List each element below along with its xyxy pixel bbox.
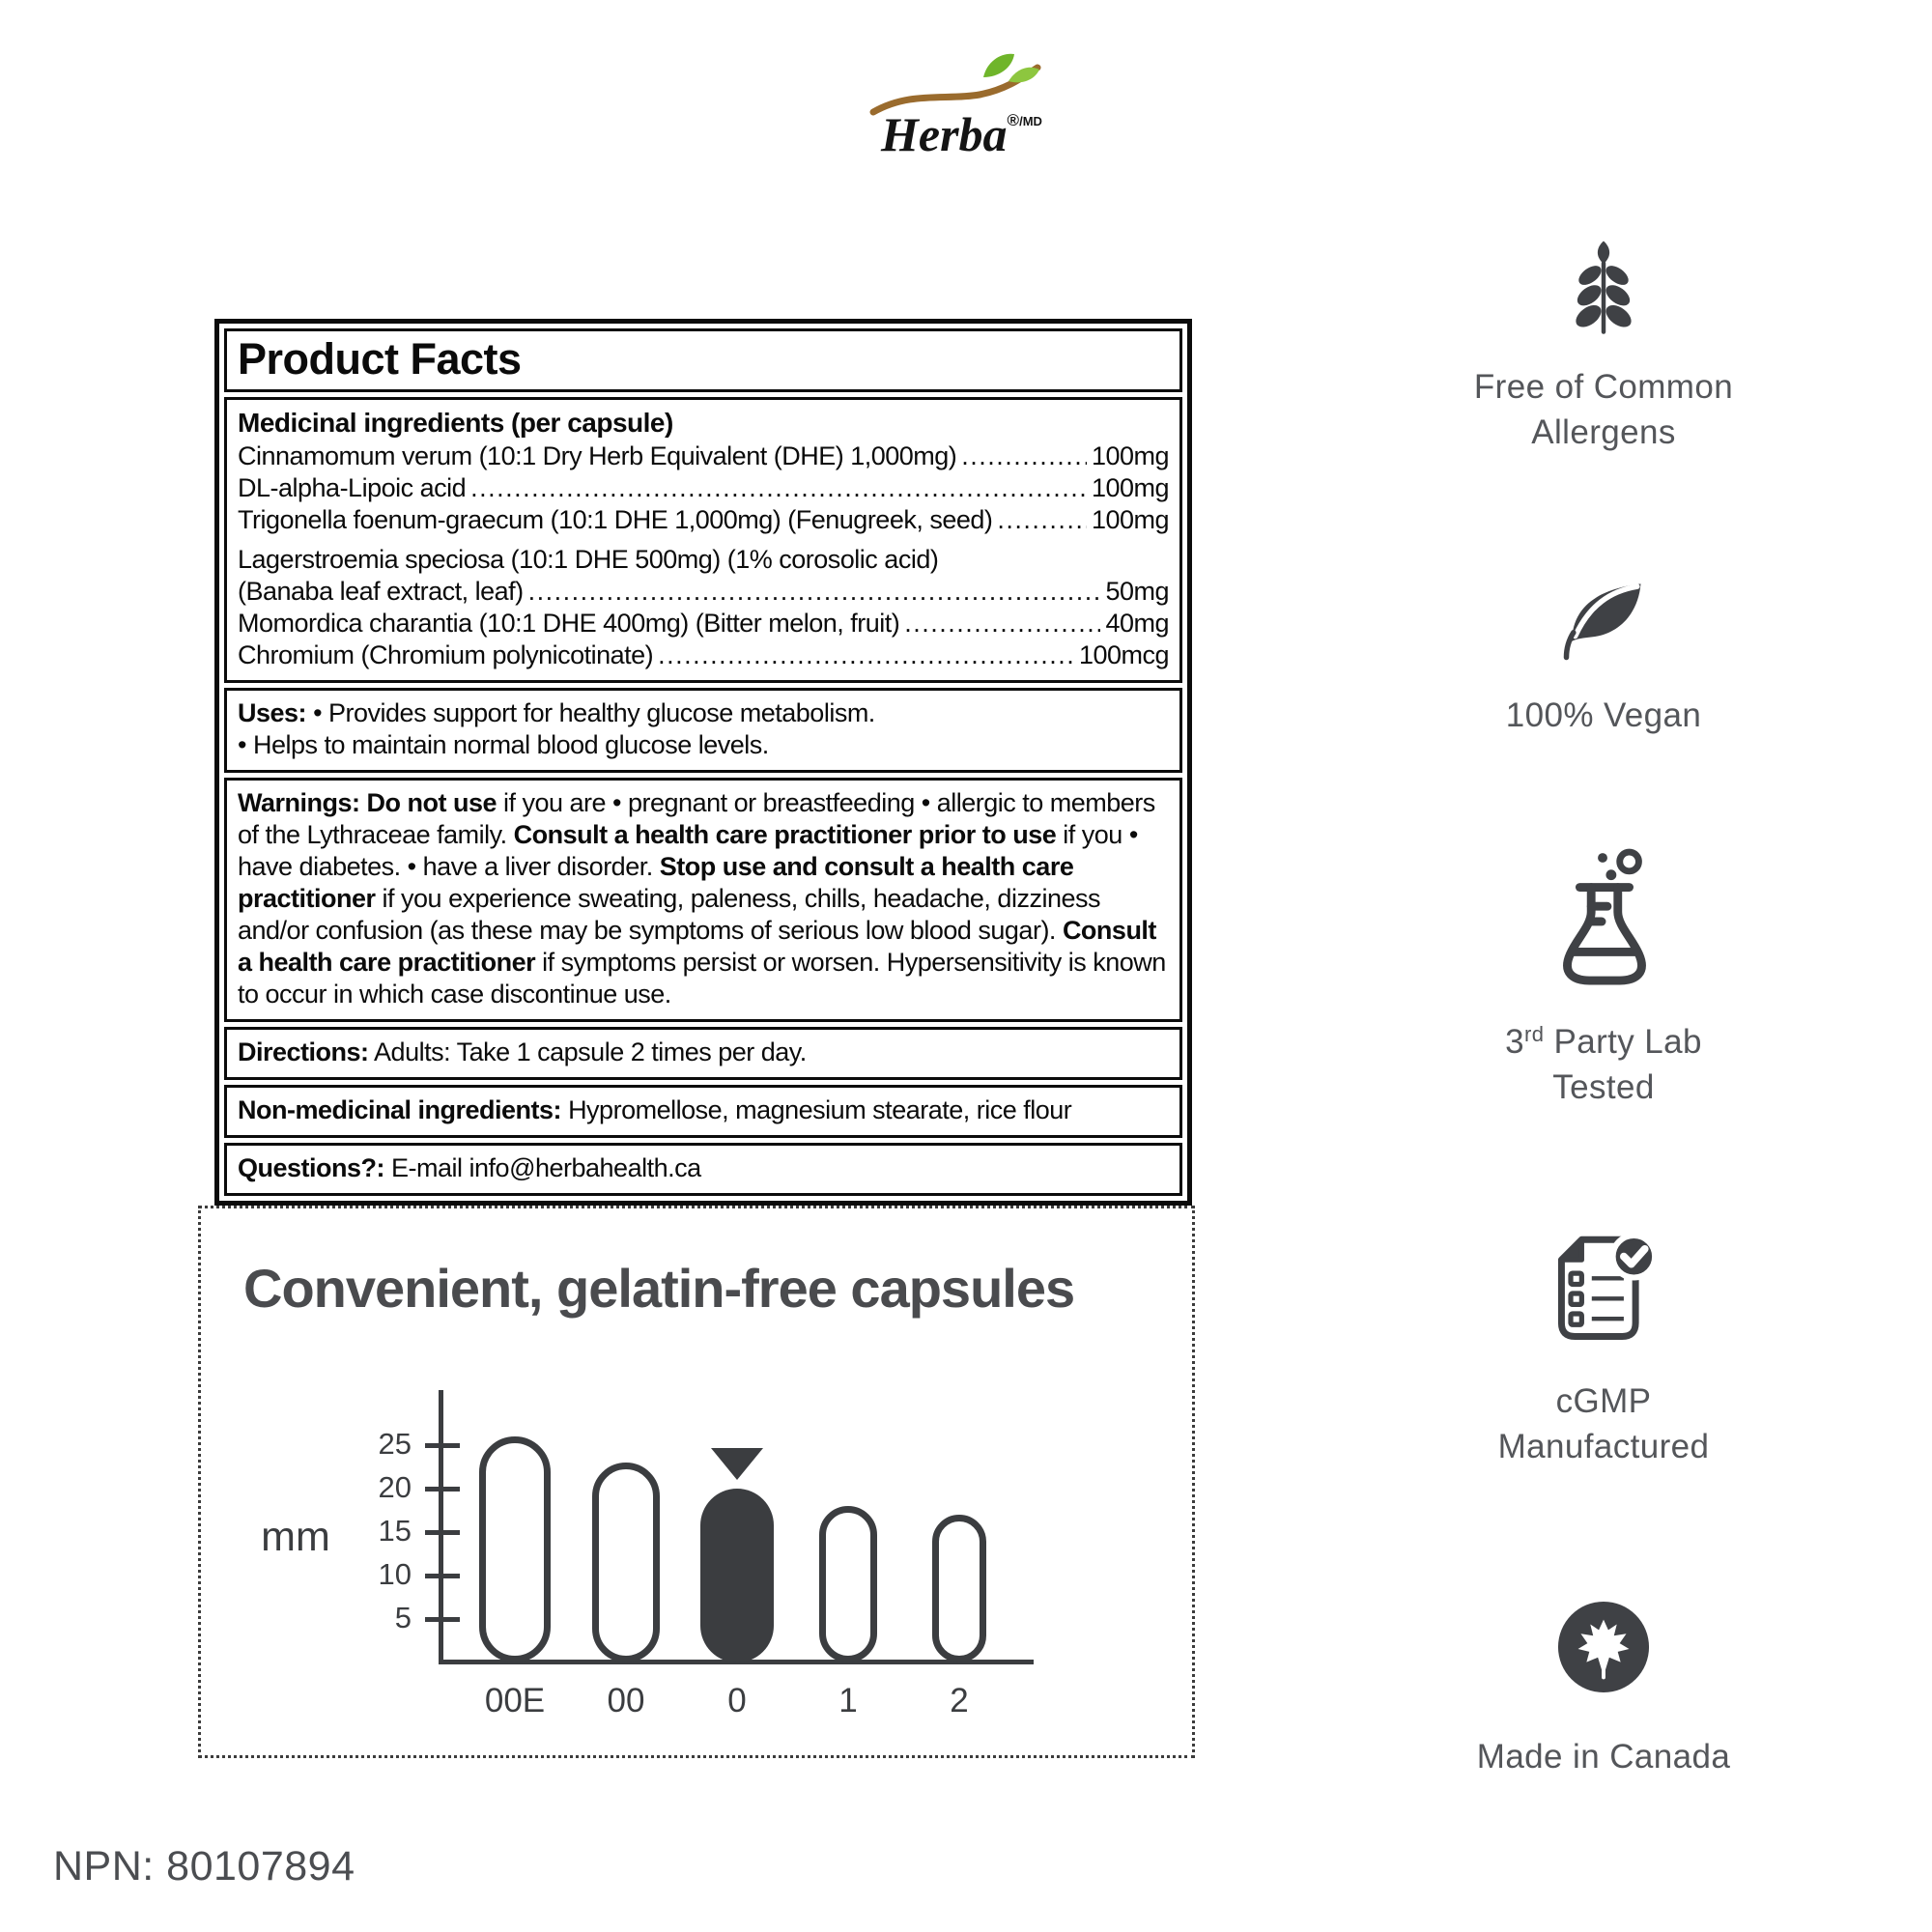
medicinal-ingredients-list — [238, 440, 1169, 671]
npn-number: NPN: 80107894 — [53, 1843, 355, 1889]
badge-cgmp — [1381, 1233, 1826, 1469]
y-tick — [425, 1487, 460, 1492]
ingredient-row — [238, 440, 1169, 472]
non-medicinal-label: Non-medicinal ingredients: — [238, 1095, 562, 1124]
uses-line1 — [238, 697, 1169, 729]
y-tick — [425, 1443, 460, 1448]
badge-label — [1381, 1734, 1826, 1779]
capsule-00 — [592, 1463, 660, 1662]
y-tick-label: 15 — [378, 1514, 412, 1548]
uses-section — [224, 688, 1182, 773]
badge-made-in-canada — [1381, 1600, 1826, 1779]
capsule-0 — [700, 1489, 774, 1662]
ingredient-row — [238, 472, 1169, 504]
questions-label: Questions?: — [238, 1153, 385, 1182]
non-medicinal-section — [224, 1085, 1182, 1138]
dot-leader — [470, 472, 1087, 504]
chart-unit-label: mm — [261, 1514, 330, 1560]
ingredient-amount: 100mg — [1091, 473, 1169, 502]
warnings-segment: Warnings: Do not use — [238, 788, 503, 817]
ingredient-name: Cinnamomum verum (10:1 Dry Herb Equivalent (DHE) 1,000mg) — [238, 441, 957, 470]
y-tick-label: 5 — [394, 1601, 412, 1634]
ingredient-amount: 100mcg — [1078, 640, 1169, 669]
warnings-segment: if symptoms persist or worsen. Hypersensitivity is known to occur in which case discontinue use. — [238, 948, 1166, 1009]
y-tick-label: 20 — [378, 1470, 412, 1504]
lab-ordinal-number: 3 — [1505, 1023, 1524, 1061]
capsule-00E — [479, 1436, 551, 1662]
ingredient-name: Trigonella foenum-graecum (10:1 DHE 1,000mg) (Fenugreek, seed) — [238, 505, 993, 534]
ingredient-name: Lagerstroemia speciosa (10:1 DHE 500mg) (1% corosolic acid) — [238, 545, 939, 574]
product-facts-title: Product Facts — [224, 328, 1182, 392]
uses-text1: • Provides support for healthy glucose metabolism. — [313, 698, 875, 727]
capsule-size-label: 00E — [484, 1682, 546, 1719]
maple-leaf-icon — [1556, 1600, 1651, 1694]
badge-label-line1 — [1381, 1011, 1826, 1065]
ingredient-name: Chromium (Chromium polynicotinate) — [238, 640, 654, 669]
dot-leader — [961, 440, 1087, 472]
medicinal-ingredients-section — [224, 397, 1182, 683]
non-medicinal-text: Hypromellose, magnesium stearate, rice flour — [568, 1095, 1072, 1124]
ingredient-amount: 50mg — [1105, 577, 1169, 606]
ingredient-name: (Banaba leaf extract, leaf) — [238, 577, 524, 606]
chart-y-axis — [439, 1390, 443, 1664]
questions-text: E-mail info@herbahealth.ca — [391, 1153, 701, 1182]
badge-lab-tested — [1381, 846, 1826, 1110]
ingredient-name: DL-alpha-Lipoic acid — [238, 473, 467, 502]
ingredient-amount: 40mg — [1105, 609, 1169, 638]
warnings-segment: Stop use and consult a health care practitioner — [238, 852, 1074, 913]
checklist-icon — [1545, 1233, 1662, 1349]
logo-wordmark — [881, 106, 1042, 162]
herba-logo — [881, 81, 1074, 168]
warnings-segment: Consult a health care practitioner — [238, 916, 1156, 977]
dot-leader — [904, 608, 1100, 639]
ingredient-row — [238, 504, 1169, 536]
uses-line2: • Helps to maintain normal blood glucose levels. — [238, 730, 769, 759]
badge-label-line1: 100% Vegan — [1505, 696, 1702, 734]
warnings-segment: Consult a health care practitioner prior to use — [513, 820, 1064, 849]
lab-ordinal-suffix: rd — [1523, 1022, 1545, 1046]
capsule-2 — [932, 1515, 987, 1662]
y-tick — [425, 1574, 460, 1578]
uses-label: Uses: — [238, 698, 307, 727]
capsule-size-chart — [201, 1208, 1192, 1755]
badge-label — [1381, 1011, 1826, 1110]
ingredient-row — [238, 639, 1169, 671]
ingredient-row — [238, 536, 1169, 576]
dot-leader — [997, 504, 1087, 536]
ingredient-amount: 100mg — [1091, 505, 1169, 534]
y-tick — [425, 1530, 460, 1535]
wheat-icon — [1557, 240, 1650, 336]
capsule-size-label: 2 — [950, 1682, 969, 1719]
warnings-segment: if you are • pregnant or breastfeeding • allergic to members of the Lythraceae family. — [238, 788, 1155, 849]
badge-vegan — [1381, 578, 1826, 738]
badge-label-line1: Free of Common — [1473, 368, 1734, 406]
product-facts-panel — [214, 319, 1192, 1206]
badge-free-of-allergens — [1381, 240, 1826, 455]
md-mark: /MD — [1019, 114, 1042, 128]
questions-section — [224, 1143, 1182, 1196]
badge-label-line1: cGMP — [1555, 1382, 1652, 1420]
warnings-segment: if you experience sweating, paleness, chills, headache, dizziness and/or confusion (as these may be symptoms of serious low blood sugar). — [238, 884, 1100, 945]
ingredient-row — [238, 576, 1169, 608]
warnings-section — [224, 778, 1182, 1022]
capsule-size-label: 00 — [607, 1682, 645, 1719]
y-tick — [425, 1617, 460, 1622]
ingredient-amount: 100mg — [1091, 441, 1169, 470]
dot-leader — [528, 576, 1101, 608]
y-tick-label: 10 — [378, 1557, 412, 1591]
capsule-size-label: 1 — [838, 1682, 858, 1719]
lab-label-rest: Party Lab — [1544, 1023, 1702, 1061]
badge-label-line2: Manufactured — [1497, 1428, 1710, 1465]
medicinal-ingredients-header: Medicinal ingredients (per capsule) — [238, 408, 673, 438]
logo-brand-text: Herba — [881, 107, 1008, 161]
registered-mark: ® — [1007, 111, 1020, 129]
badge-label — [1381, 364, 1826, 455]
dot-leader — [658, 639, 1074, 671]
capsule-1 — [819, 1506, 877, 1662]
badge-label — [1381, 693, 1826, 738]
badge-label-line1: Made in Canada — [1476, 1738, 1731, 1776]
badge-label-line2: Allergens — [1531, 413, 1676, 451]
capsule-size-label: 0 — [727, 1682, 747, 1719]
badge-label — [1381, 1378, 1826, 1469]
directions-section — [224, 1027, 1182, 1080]
y-tick-label: 25 — [378, 1427, 412, 1461]
ingredient-row — [238, 608, 1169, 639]
capsule-size-box — [198, 1206, 1195, 1758]
dot-leader — [943, 536, 1164, 568]
warnings-segment: if you • have diabetes. • have a liver disorder. — [238, 820, 1138, 881]
ingredient-name: Momordica charantia (10:1 DHE 400mg) (Bitter melon, fruit) — [238, 609, 900, 638]
leaf-icon — [1559, 578, 1648, 663]
directions-label: Directions: — [238, 1037, 369, 1066]
selected-capsule-marker — [711, 1448, 763, 1480]
capsule-box-title: Convenient, gelatin-free capsules — [243, 1258, 1075, 1319]
badge-label-line2: Tested — [1552, 1068, 1655, 1106]
directions-text: Adults: Take 1 capsule 2 times per day. — [374, 1037, 807, 1066]
lab-flask-icon — [1542, 846, 1665, 993]
